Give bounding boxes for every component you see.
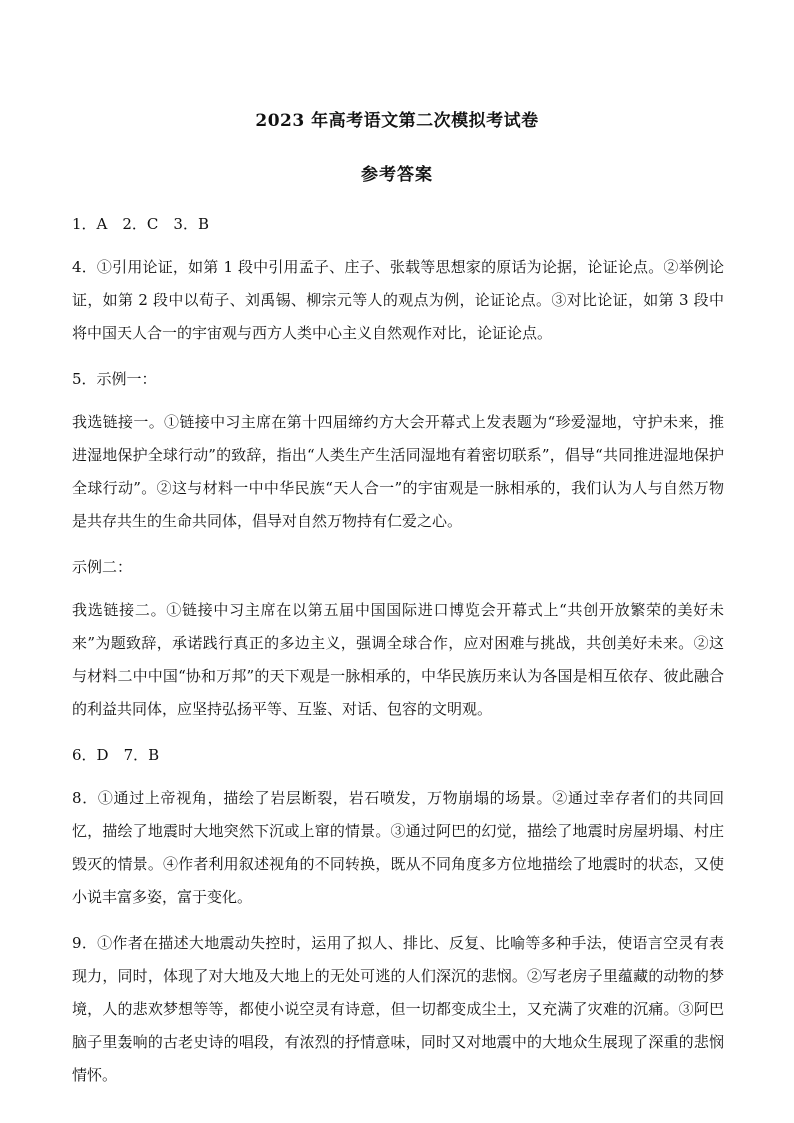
answer-paragraph: 示例二： xyxy=(72,558,133,576)
answer-paragraph: 5．示例一： xyxy=(72,370,157,388)
answer-paragraph: 4．①引用论证，如第 1 段中引用孟子、庄子、张载等思想家的原话为论据，论证论点。②举例论证，如第 2 段中以荀子、刘禹锡、柳宗元等人的观点为例，论证论点。③对比论证，如第 3 段中将中国天人合一的宇宙观与西方人类中心主义自然观作对比，论证论点。 xyxy=(72,258,724,342)
answer-paragraph: 8．①通过上帝视角，描绘了岩层断裂，岩石喷发，万物崩塌的场景。②通过幸存者们的共同回忆，描绘了地震时大地突然下沉或上窜的情景。③通过阿巴的幻觉，描绘了地震时房屋坍塌、村庄毁灭的情景。④作者利用叙述视角的不同转换，既从不同角度多方位地描绘了地震时的状态，又使小说丰富多姿，富于变化。 xyxy=(72,789,724,906)
page-title: 2023 年高考语文第二次模拟考试卷 xyxy=(255,111,539,131)
answer-paragraph: 9．①作者在描述大地震动失控时，运用了拟人、排比、反复、比喻等多种手法，使语言空灵有表现力，同时，体现了对大地及大地上的无处可逃的人们深沉的悲悯。②写老房子里蕴藏的动物的梦境，人的悲欢梦想等等，都使小说空灵有诗意，但一切都变成尘土，又充满了灾难的沉痛。③阿巴脑子里轰响的古老史诗的唱段，有浓烈的抒情意味，同时又对地震中的大地众生展现了深重的悲悯情怀。 xyxy=(72,934,724,1084)
page-subtitle: 参考答案 xyxy=(361,165,433,185)
answer-paragraph: 我选链接一。①链接中习主席在第十四届缔约方大会开幕式上发表题为“珍爱湿地，守护未来，推进湿地保护全球行动”的致辞，指出“人类生产生活同湿地有着密切联系”，倡导“共同推进湿地保护全球行动”。②这与材料一中中华民族“天人合一”的宇宙观是一脉相承的，我们认为人与自然万物是共存共生的生命共同体，倡导对自然万物持有仁爱之心。 xyxy=(72,413,724,530)
answer-paragraph: 6．D 7．B xyxy=(72,746,160,764)
answer-content xyxy=(72,208,724,1105)
answer-paragraph: 1．A 2．C 3．B xyxy=(72,215,209,233)
answer-paragraph: 我选链接二。①链接中习主席在以第五届中国国际进口博览会开幕式上“共创开放繁荣的美好未来”为题致辞，承诺践行真正的多边主义，强调全球合作，应对困难与挑战，共创美好未来。②这与材料二中中国“协和万邦”的天下观是一脉相承的，中华民族历来认为各国是相互依存、彼此融合的利益共同体，应坚持弘扬平等、互鉴、对话、包容的文明观。 xyxy=(72,601,724,718)
